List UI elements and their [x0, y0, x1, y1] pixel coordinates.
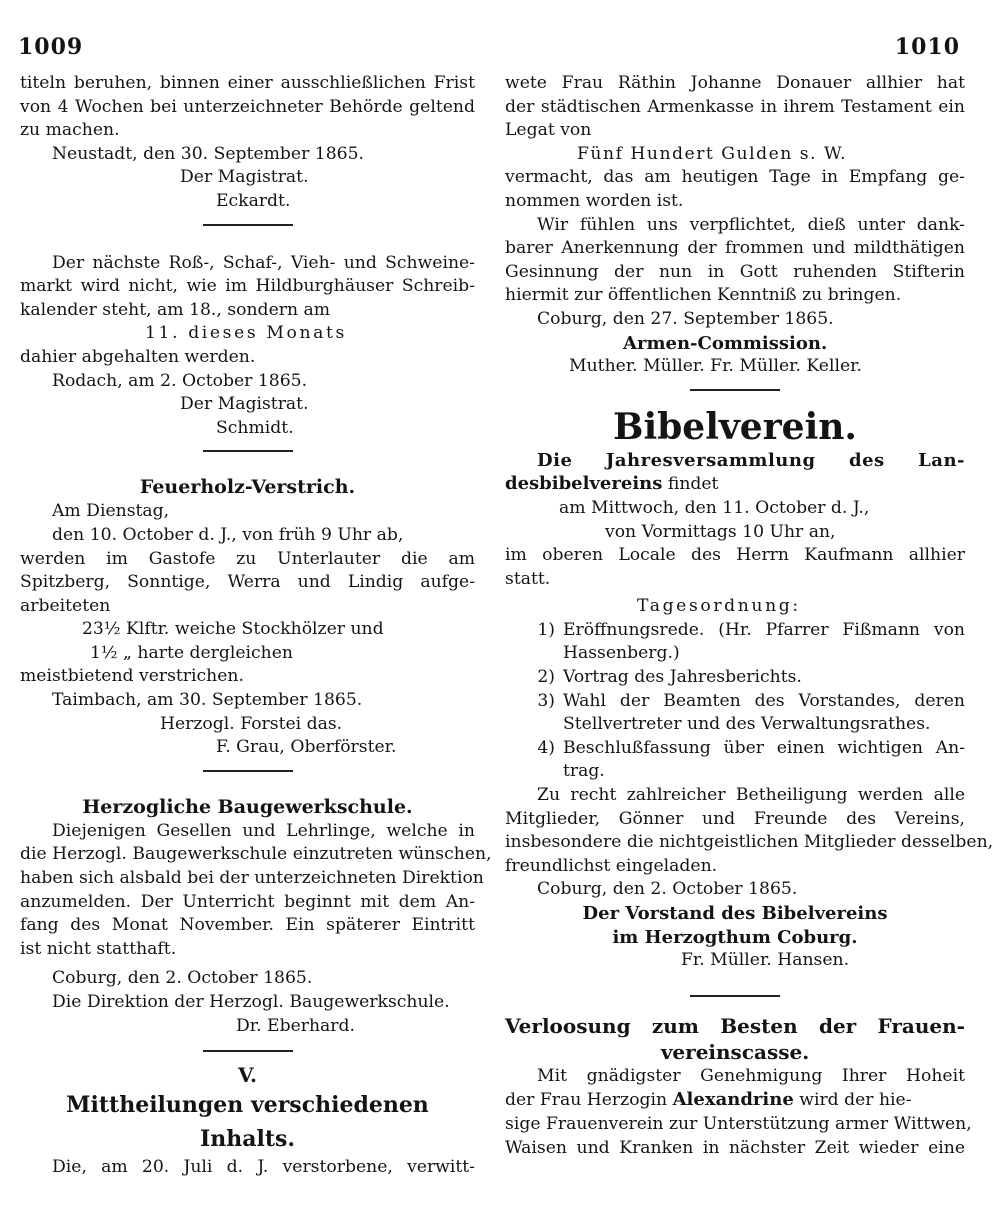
text-line: Mitglieder, Gönner und Freunde des Vereins, [505, 808, 965, 829]
section-numeral: V. [238, 1063, 257, 1088]
text-line: anzumelden. Der Unterricht beginnt mit dem An- [20, 891, 475, 912]
notice-rodach-market [20, 252, 475, 441]
meeting-date: am Mittwoch, den 11. October d. J., [559, 497, 870, 518]
text-line: Mit gnädigster Genehmigung Ihrer Hoheit [537, 1065, 965, 1086]
divider [203, 224, 293, 226]
page-number-left: 1009 [18, 34, 84, 60]
text-line: der städtischen Armenkasse in ihrem Testament ein [505, 96, 965, 117]
divider [203, 450, 293, 452]
text-line: haben sich alsbald bei der unterzeichneten Direktion [20, 868, 484, 889]
agenda-text: Eröffnungsrede. (Hr. Pfarrer Fißmann von [563, 619, 965, 640]
text-line: Der nächste Roß-, Schaf-, Vieh- und Schweine- [52, 252, 475, 273]
lottery-title: Verloosung zum Besten der Frauen- [505, 1013, 965, 1038]
place-date: Rodach, am 2. October 1865. [52, 370, 308, 391]
text-line: sige Frauenverein zur Unterstützung armer Wittwen, [505, 1113, 972, 1134]
agenda-text: Wahl der Beamten des Vorstandes, deren [563, 690, 965, 711]
market-date: 11. dieses Monats [145, 323, 347, 344]
wood-item: 23½ Klftr. weiche Stockhölzer und [82, 619, 384, 640]
text-line: barer Anerkennung der frommen und mildthätigen [505, 238, 965, 259]
bible-heading-rest: findet [662, 474, 719, 495]
bible-heading-bold: desbibelvereins [505, 473, 663, 495]
text-line: wete Frau Räthin Johanne Donauer allhier hat [505, 73, 965, 93]
signer: Eckardt. [216, 190, 291, 211]
text-line: statt. [505, 568, 551, 589]
text-line: ist nicht statthaft. [20, 938, 177, 959]
place-date: Coburg, den 2. October 1865. [537, 879, 798, 900]
text-line: meistbietend verstrichen. [20, 666, 244, 687]
text-line: zu machen. [20, 120, 120, 141]
agenda-number: 4) [537, 737, 555, 758]
signers: Fr. Müller. Hansen. [680, 950, 850, 971]
authority: Der Magistrat. [180, 394, 309, 415]
text-fragment: wird der hie- [793, 1090, 912, 1111]
place-date: Taimbach, am 30. September 1865. [52, 690, 363, 711]
signer: Dr. Eberhard. [236, 1015, 355, 1036]
text-line: dahier abgehalten werden. [20, 346, 256, 367]
text-line: hiermit zur öffentlichen Kenntniß zu bringen. [505, 285, 902, 306]
lottery-title: vereinscasse. [660, 1039, 810, 1064]
signers: Muther. Müller. Fr. Müller. Keller. [569, 356, 862, 377]
section-miscellaneous [20, 1062, 475, 1180]
divider [203, 770, 293, 772]
text-line: Waisen und Kranken in nächster Zeit wieder eine [505, 1137, 965, 1158]
text-line: markt wird nicht, wie im Hildburghäuser Schreib- [20, 276, 475, 297]
text-line: die Herzogl. Baugewerkschule einzutreten wünschen, [20, 844, 492, 865]
agenda-number: 2) [537, 667, 555, 688]
notice-firewood [20, 474, 475, 760]
meeting-time: von Vormittags 10 Uhr an, [605, 521, 836, 542]
text-line: freundlichst eingeladen. [505, 855, 718, 876]
agenda-item [505, 666, 965, 690]
text-line: Am Dienstag, [52, 501, 170, 522]
duchess-name: Alexandrine [672, 1089, 794, 1111]
notice-lottery [505, 1013, 972, 1160]
agenda-text: trag. [563, 761, 605, 782]
text-fragment: der Frau Herzogin [505, 1090, 673, 1111]
authority: im Herzogthum Coburg. [612, 926, 858, 948]
divider [690, 995, 780, 997]
text-line: Wir fühlen uns verpflichtet, dieß unter dank- [537, 214, 965, 235]
bequest-amount: Fünf Hundert Gulden s. W. [577, 143, 848, 164]
agenda-text: Stellvertreter und des Verwaltungsrathes. [563, 714, 931, 735]
meeting-place: im oberen Locale des Herrn Kaufmann allhier [505, 545, 965, 566]
text-line: Spitzberg, Sonntige, Werra und Lindig aufge- [20, 572, 475, 593]
divider [203, 1050, 293, 1052]
authority: Der Vorstand des Bibelvereins [582, 903, 888, 924]
text-line: titeln beruhen, binnen einer ausschließlichen Frist [20, 73, 475, 93]
notice-bible-society [505, 405, 994, 973]
page-number-right: 1010 [894, 34, 960, 60]
notice-heading: Herzogliche Baugewerkschule. [82, 795, 413, 818]
divider [690, 389, 780, 391]
text-line: werden im Gastofe zu Unterlauter die am [20, 548, 475, 569]
section-title: Mittheilungen verschiedenen Inhalts. [66, 1092, 429, 1153]
text-line: arbeiteten [20, 595, 111, 616]
bible-society-title: Bibelverein. [613, 405, 857, 448]
authority: Die Direktion der Herzogl. Baugewerkschule. [52, 992, 450, 1012]
text-line: insbesondere die nichtgeistlichen Mitglieder desselben, [505, 832, 994, 853]
signer: F. Grau, Oberförster. [216, 737, 397, 758]
bible-heading: Die Jahresversammlung des Lan- [537, 449, 965, 471]
text-line [505, 1088, 965, 1113]
signer: Schmidt. [216, 417, 294, 438]
authority: Herzogl. Forstei das. [160, 713, 343, 734]
text-line: von 4 Wochen bei unterzeichneter Behörde geltend [20, 96, 475, 117]
agenda-item [505, 619, 965, 666]
bible-heading-line [505, 472, 965, 497]
agenda-number: 3) [537, 690, 555, 711]
text-line: kalender steht, am 18., sondern am [20, 299, 331, 320]
authority: Armen-Commission. [623, 332, 828, 354]
wood-item: 1½ „ harte dergleichen [90, 642, 293, 663]
text-line: den 10. October d. J., von früh 9 Uhr ab, [52, 524, 404, 545]
place-date: Neustadt, den 30. September 1865. [52, 143, 364, 164]
text-line: Die, am 20. Juli d. J. verstorbene, verwitt- [52, 1157, 475, 1178]
place-date: Coburg, den 27. September 1865. [537, 308, 834, 329]
agenda-item [505, 737, 965, 784]
text-line: Diejenigen Gesellen und Lehrlinge, welche in [52, 820, 475, 841]
agenda-text: Beschlußfassung über einen wichtigen An- [563, 737, 965, 758]
text-line: Gesinnung der nun in Gott ruhenden Stifterin [505, 261, 965, 282]
right-column [505, 72, 994, 1160]
text-line: fang des Monat November. Ein späterer Eintritt [20, 915, 475, 936]
notice-building-school [20, 794, 492, 1038]
agenda-text: Hassenberg.) [563, 643, 680, 664]
agenda-text: Vortrag des Jahresberichts. [563, 667, 802, 688]
place-date: Coburg, den 2. October 1865. [52, 968, 313, 989]
agenda-number: 1) [537, 619, 555, 640]
agenda-title: Tagesordnung: [637, 596, 801, 617]
text-line: Legat von [505, 120, 592, 141]
authority: Der Magistrat. [180, 167, 309, 188]
agenda-item [505, 690, 965, 737]
text-line: nommen worden ist. [505, 190, 684, 211]
notice-bequest [505, 72, 965, 379]
left-column [20, 72, 492, 1180]
text-line: vermacht, das am heutigen Tage in Empfang ge- [505, 167, 965, 188]
notice-heading: Feuerholz-Verstrich. [139, 476, 356, 499]
notice-neustadt [20, 72, 475, 214]
text-line: Zu recht zahlreicher Betheiligung werden alle [537, 785, 965, 806]
